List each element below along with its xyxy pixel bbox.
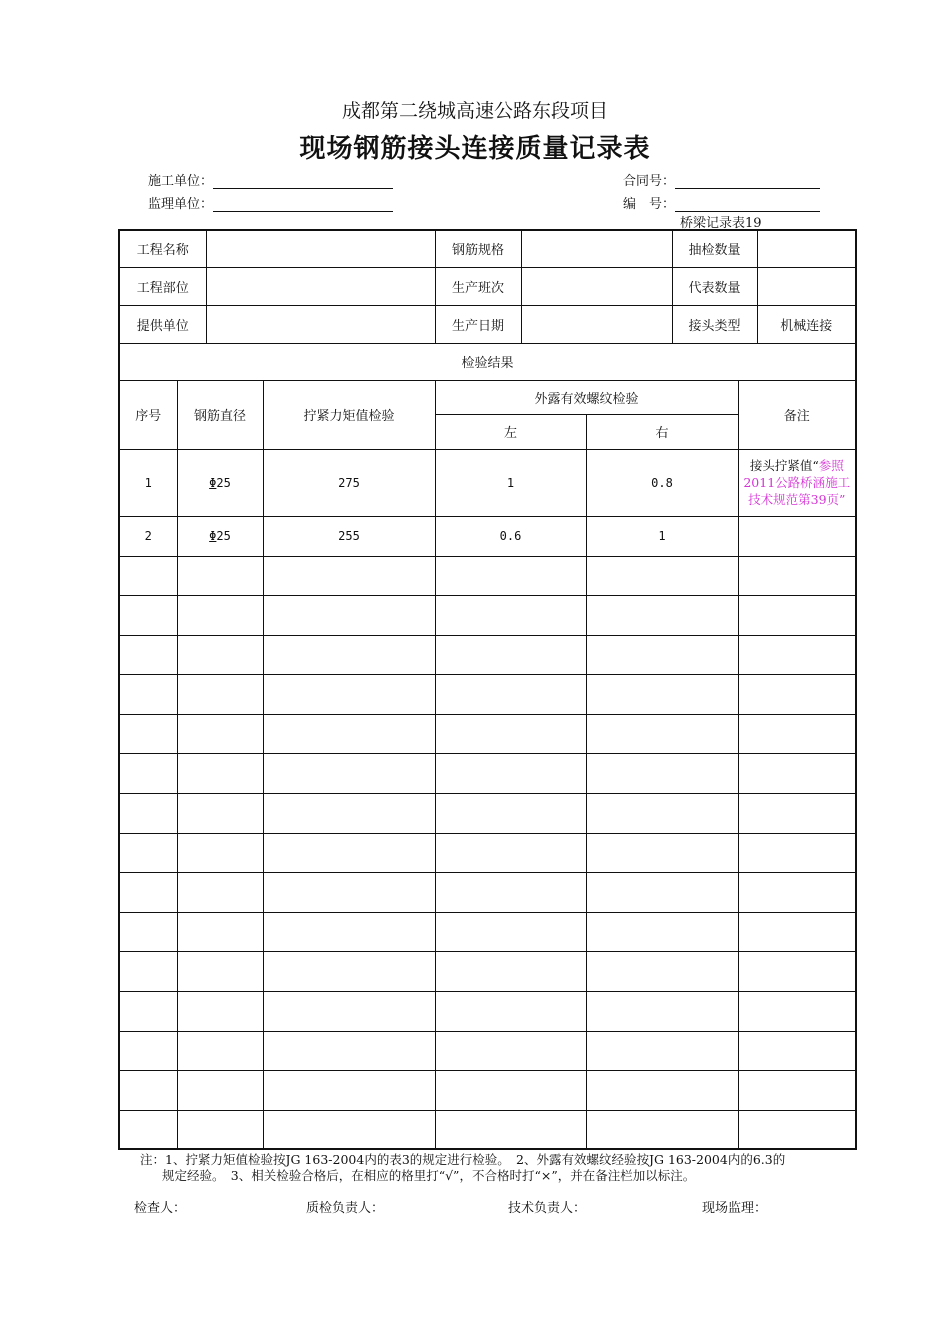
construction-unit-row xyxy=(148,170,393,189)
inspector-signature: 检查人： xyxy=(134,1201,187,1216)
contract-no-row xyxy=(623,170,820,189)
empty-cell[interactable] xyxy=(119,1031,177,1071)
number-field[interactable] xyxy=(675,198,820,212)
empty-cell[interactable] xyxy=(738,1031,856,1071)
footnote-line-2: 规定经验。 3、相关检验合格后，在相应的格里打“√”，不合格时打“×”，并在备注栏加以标注。 xyxy=(162,1168,696,1183)
col-torque-header: 拧紧力矩值检验 xyxy=(263,380,435,449)
empty-cell[interactable] xyxy=(435,794,586,834)
supplier-value[interactable] xyxy=(206,305,435,343)
empty-cell[interactable] xyxy=(586,833,738,873)
project-part-label: 工程部位 xyxy=(119,267,206,305)
empty-cell[interactable] xyxy=(263,1031,435,1071)
number-label: 编 号： xyxy=(623,197,676,212)
empty-cell[interactable] xyxy=(586,596,738,636)
empty-cell[interactable] xyxy=(119,952,177,992)
row-left[interactable]: 1 xyxy=(435,449,586,516)
empty-cell[interactable] xyxy=(119,556,177,596)
empty-cell[interactable] xyxy=(177,596,263,636)
empty-cell[interactable] xyxy=(435,556,586,596)
empty-cell[interactable] xyxy=(119,754,177,794)
empty-cell[interactable] xyxy=(586,714,738,754)
supervision-unit-label: 监理单位： xyxy=(148,197,214,212)
represent-qty-label: 代表数量 xyxy=(672,267,757,305)
row-remark[interactable] xyxy=(738,449,856,516)
row-no[interactable]: 1 xyxy=(119,449,177,516)
empty-cell[interactable] xyxy=(738,754,856,794)
row-diameter[interactable] xyxy=(177,449,263,516)
empty-table-row xyxy=(119,794,856,834)
empty-cell[interactable] xyxy=(738,952,856,992)
col-thread-header: 外露有效螺纹检验 xyxy=(435,380,738,414)
empty-cell[interactable] xyxy=(738,873,856,913)
empty-cell[interactable] xyxy=(177,912,263,952)
rebar-diameter-value: 25 xyxy=(216,529,231,543)
col-left-header: 左 xyxy=(435,414,586,449)
empty-cell[interactable] xyxy=(177,794,263,834)
empty-cell[interactable] xyxy=(177,1031,263,1071)
empty-table-row xyxy=(119,714,856,754)
table-row xyxy=(119,516,856,556)
empty-cell[interactable] xyxy=(435,635,586,675)
empty-cell[interactable] xyxy=(119,675,177,715)
qc-head-signature: 质检负责人： xyxy=(306,1201,385,1216)
empty-cell[interactable] xyxy=(738,1110,856,1149)
sample-qty-value[interactable] xyxy=(757,230,856,267)
rebar-diameter-symbol: Φ xyxy=(209,529,217,543)
empty-cell[interactable] xyxy=(435,596,586,636)
empty-cell[interactable] xyxy=(738,794,856,834)
empty-cell[interactable] xyxy=(738,556,856,596)
prod-date-label: 生产日期 xyxy=(435,305,521,343)
results-title-row xyxy=(119,343,856,380)
empty-cell[interactable] xyxy=(586,952,738,992)
row-left[interactable]: 0.6 xyxy=(435,516,586,556)
empty-table-row xyxy=(119,596,856,636)
supplier-label: 提供单位 xyxy=(119,305,206,343)
results-section-title: 检验结果 xyxy=(119,343,856,380)
empty-table-row xyxy=(119,873,856,913)
rebar-spec-label: 钢筋规格 xyxy=(435,230,521,267)
empty-table-row xyxy=(119,1031,856,1071)
project-part-value[interactable] xyxy=(206,267,435,305)
table-row xyxy=(119,449,856,516)
empty-cell[interactable] xyxy=(177,714,263,754)
empty-cell[interactable] xyxy=(435,912,586,952)
site-supervisor-signature: 现场监理： xyxy=(702,1201,768,1216)
empty-cell[interactable] xyxy=(586,1031,738,1071)
empty-cell[interactable] xyxy=(119,1071,177,1111)
empty-cell[interactable] xyxy=(119,794,177,834)
empty-table-row xyxy=(119,556,856,596)
empty-cell[interactable] xyxy=(586,992,738,1032)
empty-cell[interactable] xyxy=(586,754,738,794)
empty-cell[interactable] xyxy=(177,952,263,992)
remark-text: 接头拧紧值“ xyxy=(749,458,819,473)
empty-cell[interactable] xyxy=(119,714,177,754)
empty-cell[interactable] xyxy=(263,992,435,1032)
empty-cell[interactable] xyxy=(435,992,586,1032)
empty-cell[interactable] xyxy=(586,1110,738,1149)
shift-value[interactable] xyxy=(521,267,672,305)
empty-cell[interactable] xyxy=(177,675,263,715)
contract-no-label: 合同号： xyxy=(623,174,676,189)
project-name-label: 工程名称 xyxy=(119,230,206,267)
empty-cell[interactable] xyxy=(177,635,263,675)
row-right[interactable]: 0.8 xyxy=(586,449,738,516)
empty-cell[interactable] xyxy=(263,675,435,715)
shift-label: 生产班次 xyxy=(435,267,521,305)
col-right-header: 右 xyxy=(586,414,738,449)
empty-cell[interactable] xyxy=(177,873,263,913)
empty-cell[interactable] xyxy=(263,794,435,834)
col-diameter-header: 钢筋直径 xyxy=(177,380,263,449)
empty-cell[interactable] xyxy=(738,714,856,754)
empty-cell[interactable] xyxy=(586,556,738,596)
empty-cell[interactable] xyxy=(435,833,586,873)
empty-cell[interactable] xyxy=(435,873,586,913)
empty-table-row xyxy=(119,1071,856,1111)
empty-table-row xyxy=(119,1110,856,1149)
number-row xyxy=(623,193,820,212)
empty-rows xyxy=(119,556,856,1149)
empty-cell[interactable] xyxy=(586,635,738,675)
empty-cell[interactable] xyxy=(435,675,586,715)
empty-cell[interactable] xyxy=(738,596,856,636)
info-row-2 xyxy=(119,267,856,305)
empty-cell[interactable] xyxy=(263,556,435,596)
tech-head-signature: 技术负责人： xyxy=(508,1201,587,1216)
empty-cell[interactable] xyxy=(586,675,738,715)
results-header-row-1 xyxy=(119,380,856,414)
empty-cell[interactable] xyxy=(586,1071,738,1111)
represent-qty-value[interactable] xyxy=(757,267,856,305)
empty-cell[interactable] xyxy=(263,1110,435,1149)
empty-table-row xyxy=(119,833,856,873)
row-diameter[interactable] xyxy=(177,516,263,556)
contract-no-field[interactable] xyxy=(675,175,820,189)
supervision-unit-field[interactable] xyxy=(213,198,393,212)
page-title: 现场钢筋接头连接质量记录表 xyxy=(299,134,651,164)
form-number: 桥梁记录表19 xyxy=(680,216,762,231)
empty-cell[interactable] xyxy=(586,912,738,952)
empty-cell[interactable] xyxy=(738,1071,856,1111)
rebar-diameter-value: 25 xyxy=(216,475,231,490)
footnote xyxy=(140,1152,900,1184)
empty-cell[interactable] xyxy=(119,1110,177,1149)
empty-cell[interactable] xyxy=(738,833,856,873)
empty-cell[interactable] xyxy=(119,912,177,952)
empty-cell[interactable] xyxy=(119,635,177,675)
empty-cell[interactable] xyxy=(119,873,177,913)
info-row-1 xyxy=(119,230,856,267)
empty-cell[interactable] xyxy=(263,873,435,913)
empty-table-row xyxy=(119,912,856,952)
empty-cell[interactable] xyxy=(435,754,586,794)
empty-cell[interactable] xyxy=(263,952,435,992)
empty-cell[interactable] xyxy=(263,596,435,636)
empty-table-row xyxy=(119,675,856,715)
sample-qty-label: 抽检数量 xyxy=(672,230,757,267)
col-no-header: 序号 xyxy=(119,380,177,449)
empty-cell[interactable] xyxy=(119,992,177,1032)
row-right[interactable]: 1 xyxy=(586,516,738,556)
empty-table-row xyxy=(119,635,856,675)
empty-cell[interactable] xyxy=(177,1071,263,1111)
empty-cell[interactable] xyxy=(435,1031,586,1071)
row-torque[interactable]: 255 xyxy=(263,516,435,556)
empty-cell[interactable] xyxy=(435,1110,586,1149)
empty-cell[interactable] xyxy=(177,556,263,596)
empty-cell[interactable] xyxy=(738,675,856,715)
prod-date-value[interactable] xyxy=(521,305,672,343)
rebar-diameter-symbol: Φ xyxy=(209,475,217,490)
joint-type-label: 接头类型 xyxy=(672,305,757,343)
empty-cell[interactable] xyxy=(435,952,586,992)
empty-cell[interactable] xyxy=(263,754,435,794)
empty-cell[interactable] xyxy=(177,833,263,873)
empty-cell[interactable] xyxy=(586,794,738,834)
supervision-unit-row xyxy=(148,193,393,212)
construction-unit-field[interactable] xyxy=(213,175,393,189)
empty-cell[interactable] xyxy=(738,912,856,952)
record-table xyxy=(118,229,857,1150)
rebar-spec-value[interactable] xyxy=(521,230,672,267)
empty-cell[interactable] xyxy=(119,833,177,873)
remark-highlight: 参照2011公路桥涵施工技术规范第39页” xyxy=(743,458,851,507)
footnote-line-1: 注：1、拧紧力矩值检验按JG 163-2004内的表3的规定进行检验。 2、外露有效螺纹经验按JG 163-2004内的6.3的 xyxy=(140,1152,786,1167)
empty-cell[interactable] xyxy=(738,992,856,1032)
empty-cell[interactable] xyxy=(263,833,435,873)
empty-cell[interactable] xyxy=(263,714,435,754)
empty-cell[interactable] xyxy=(177,754,263,794)
project-name: 成都第二绕城高速公路东段项目 xyxy=(341,100,608,122)
empty-cell[interactable] xyxy=(177,992,263,1032)
col-remark-header: 备注 xyxy=(738,380,856,449)
project-name-value[interactable] xyxy=(206,230,435,267)
empty-cell[interactable] xyxy=(586,873,738,913)
empty-cell[interactable] xyxy=(435,1071,586,1111)
empty-table-row xyxy=(119,952,856,992)
empty-cell[interactable] xyxy=(738,635,856,675)
empty-cell[interactable] xyxy=(435,714,586,754)
joint-type-value[interactable]: 机械连接 xyxy=(757,305,856,343)
empty-cell[interactable] xyxy=(263,635,435,675)
info-row-3 xyxy=(119,305,856,343)
empty-cell[interactable] xyxy=(119,596,177,636)
empty-cell[interactable] xyxy=(263,912,435,952)
row-no[interactable]: 2 xyxy=(119,516,177,556)
empty-cell[interactable] xyxy=(263,1071,435,1111)
construction-unit-label: 施工单位： xyxy=(148,174,214,189)
empty-cell[interactable] xyxy=(177,1110,263,1149)
row-remark[interactable] xyxy=(738,516,856,556)
empty-table-row xyxy=(119,754,856,794)
empty-table-row xyxy=(119,992,856,1032)
row-torque[interactable]: 275 xyxy=(263,449,435,516)
